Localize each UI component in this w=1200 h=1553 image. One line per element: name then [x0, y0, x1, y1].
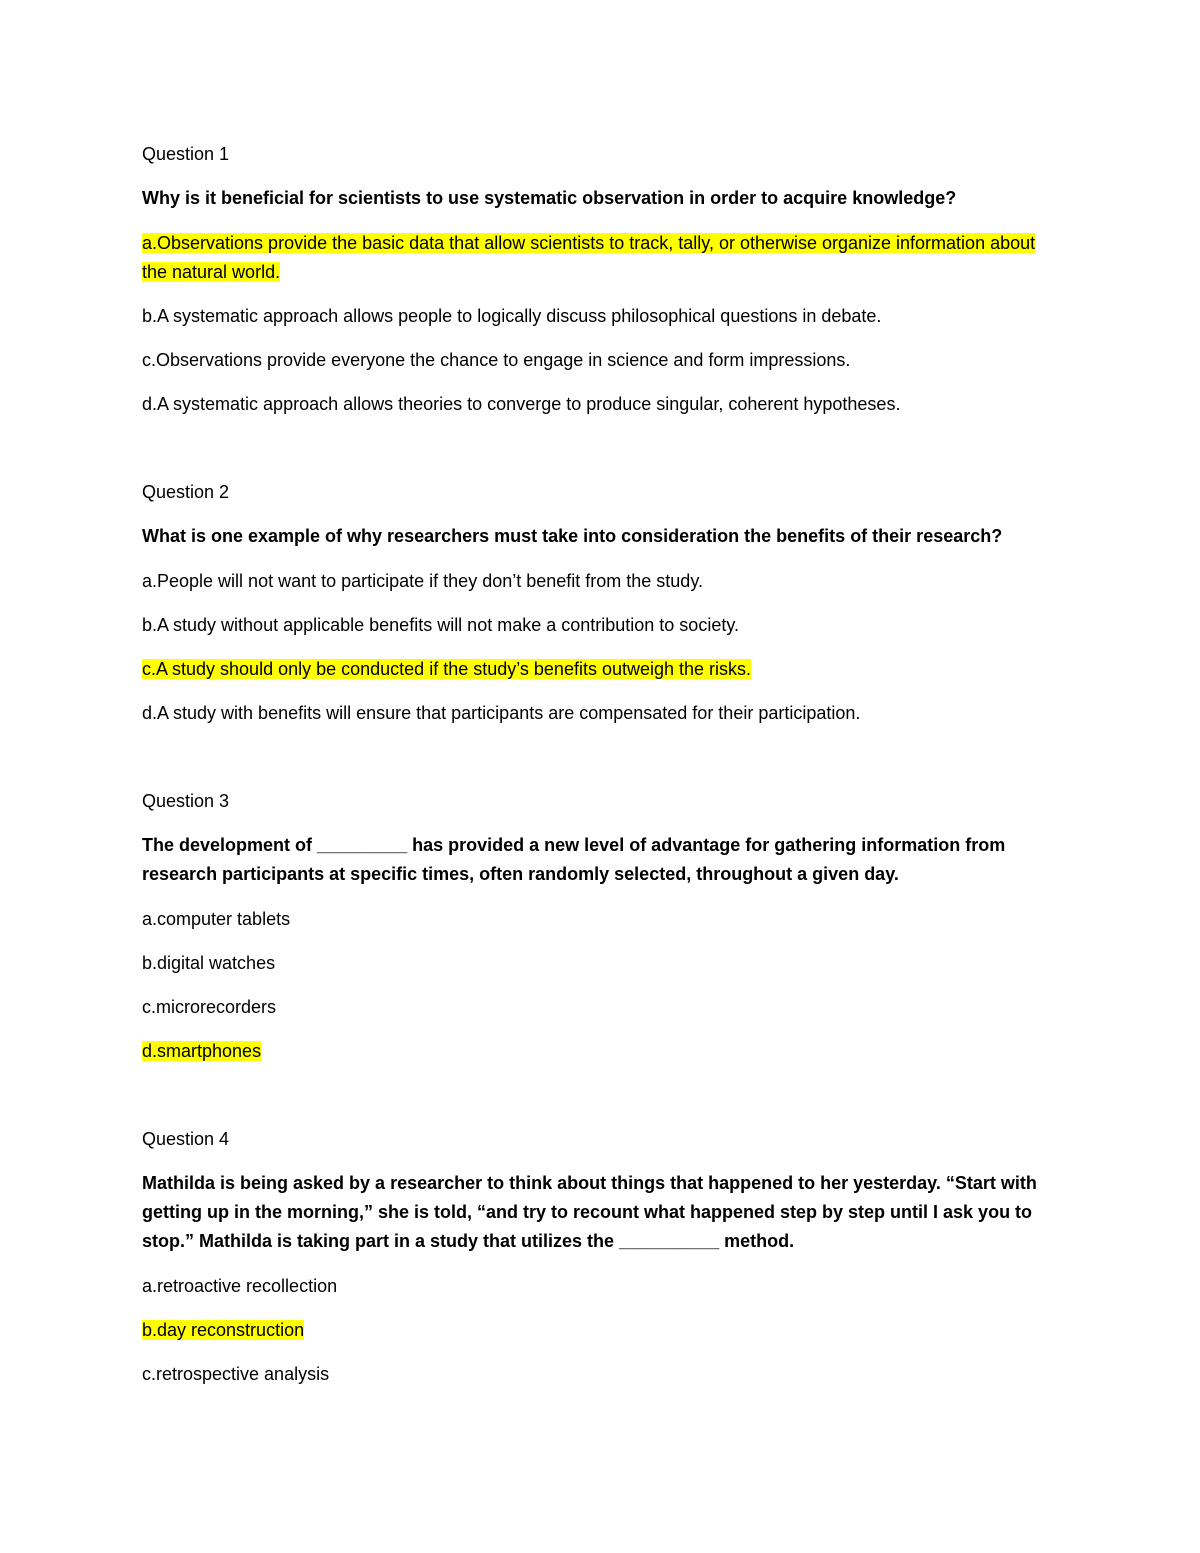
- question-2: [142, 478, 1062, 728]
- question-title: Question 3: [142, 791, 230, 811]
- answer-option-b: b.digital watches: [142, 953, 276, 973]
- answer-option-a: a.People will not want to participate if they don’t benefit from the study.: [142, 571, 703, 591]
- question-1: [142, 140, 1062, 419]
- answer-option-a: a.retroactive recollection: [142, 1276, 338, 1296]
- answer-option-d: d.A systematic approach allows theories to converge to produce singular, coherent hypotheses.: [142, 394, 901, 414]
- question-3: [142, 787, 1062, 1066]
- highlighted-answer: d.smartphones: [142, 1041, 262, 1061]
- question-stem: Why is it beneficial for scientists to use systematic observation in order to acquire knowledge?: [142, 188, 957, 208]
- question-title: Question 4: [142, 1129, 230, 1149]
- answer-option-a: a.computer tablets: [142, 909, 291, 929]
- question-title: Question 1: [142, 144, 230, 164]
- question-stem: Mathilda is being asked by a researcher to think about things that happened to her yesterday. “Start with getting up in the morning,” she is told, “and try to recount what happened step by step until I ask you to stop.” Mathilda is taking part in a study that utilizes the __________ method.: [142, 1173, 1037, 1251]
- answer-option-b: [142, 1316, 1062, 1345]
- answer-option-c: [142, 655, 1062, 684]
- answer-option-a: [142, 229, 1062, 287]
- highlighted-answer: a.Observations provide the basic data that allow scientists to track, tally, or otherwise organize information about the natural world.: [142, 233, 1036, 282]
- highlighted-answer: b.day reconstruction: [142, 1320, 305, 1340]
- question-title: Question 2: [142, 482, 230, 502]
- answer-option-b: b.A systematic approach allows people to logically discuss philosophical questions in debate.: [142, 306, 882, 326]
- answer-option-b: b.A study without applicable benefits will not make a contribution to society.: [142, 615, 739, 635]
- answer-option-c: c.microrecorders: [142, 997, 277, 1017]
- answer-option-c: c.retrospective analysis: [142, 1364, 330, 1384]
- document-page: [142, 140, 1062, 1404]
- answer-option-d: d.A study with benefits will ensure that participants are compensated for their participation.: [142, 703, 861, 723]
- question-4: [142, 1125, 1062, 1389]
- answer-option-d: [142, 1037, 1062, 1066]
- highlighted-answer: c.A study should only be conducted if the study’s benefits outweigh the risks.: [142, 659, 752, 679]
- question-stem: What is one example of why researchers must take into consideration the benefits of their research?: [142, 526, 1003, 546]
- question-stem: The development of _________ has provided a new level of advantage for gathering information from research participants at specific times, often randomly selected, throughout a given day.: [142, 835, 1006, 884]
- answer-option-c: c.Observations provide everyone the chance to engage in science and form impressions.: [142, 350, 851, 370]
